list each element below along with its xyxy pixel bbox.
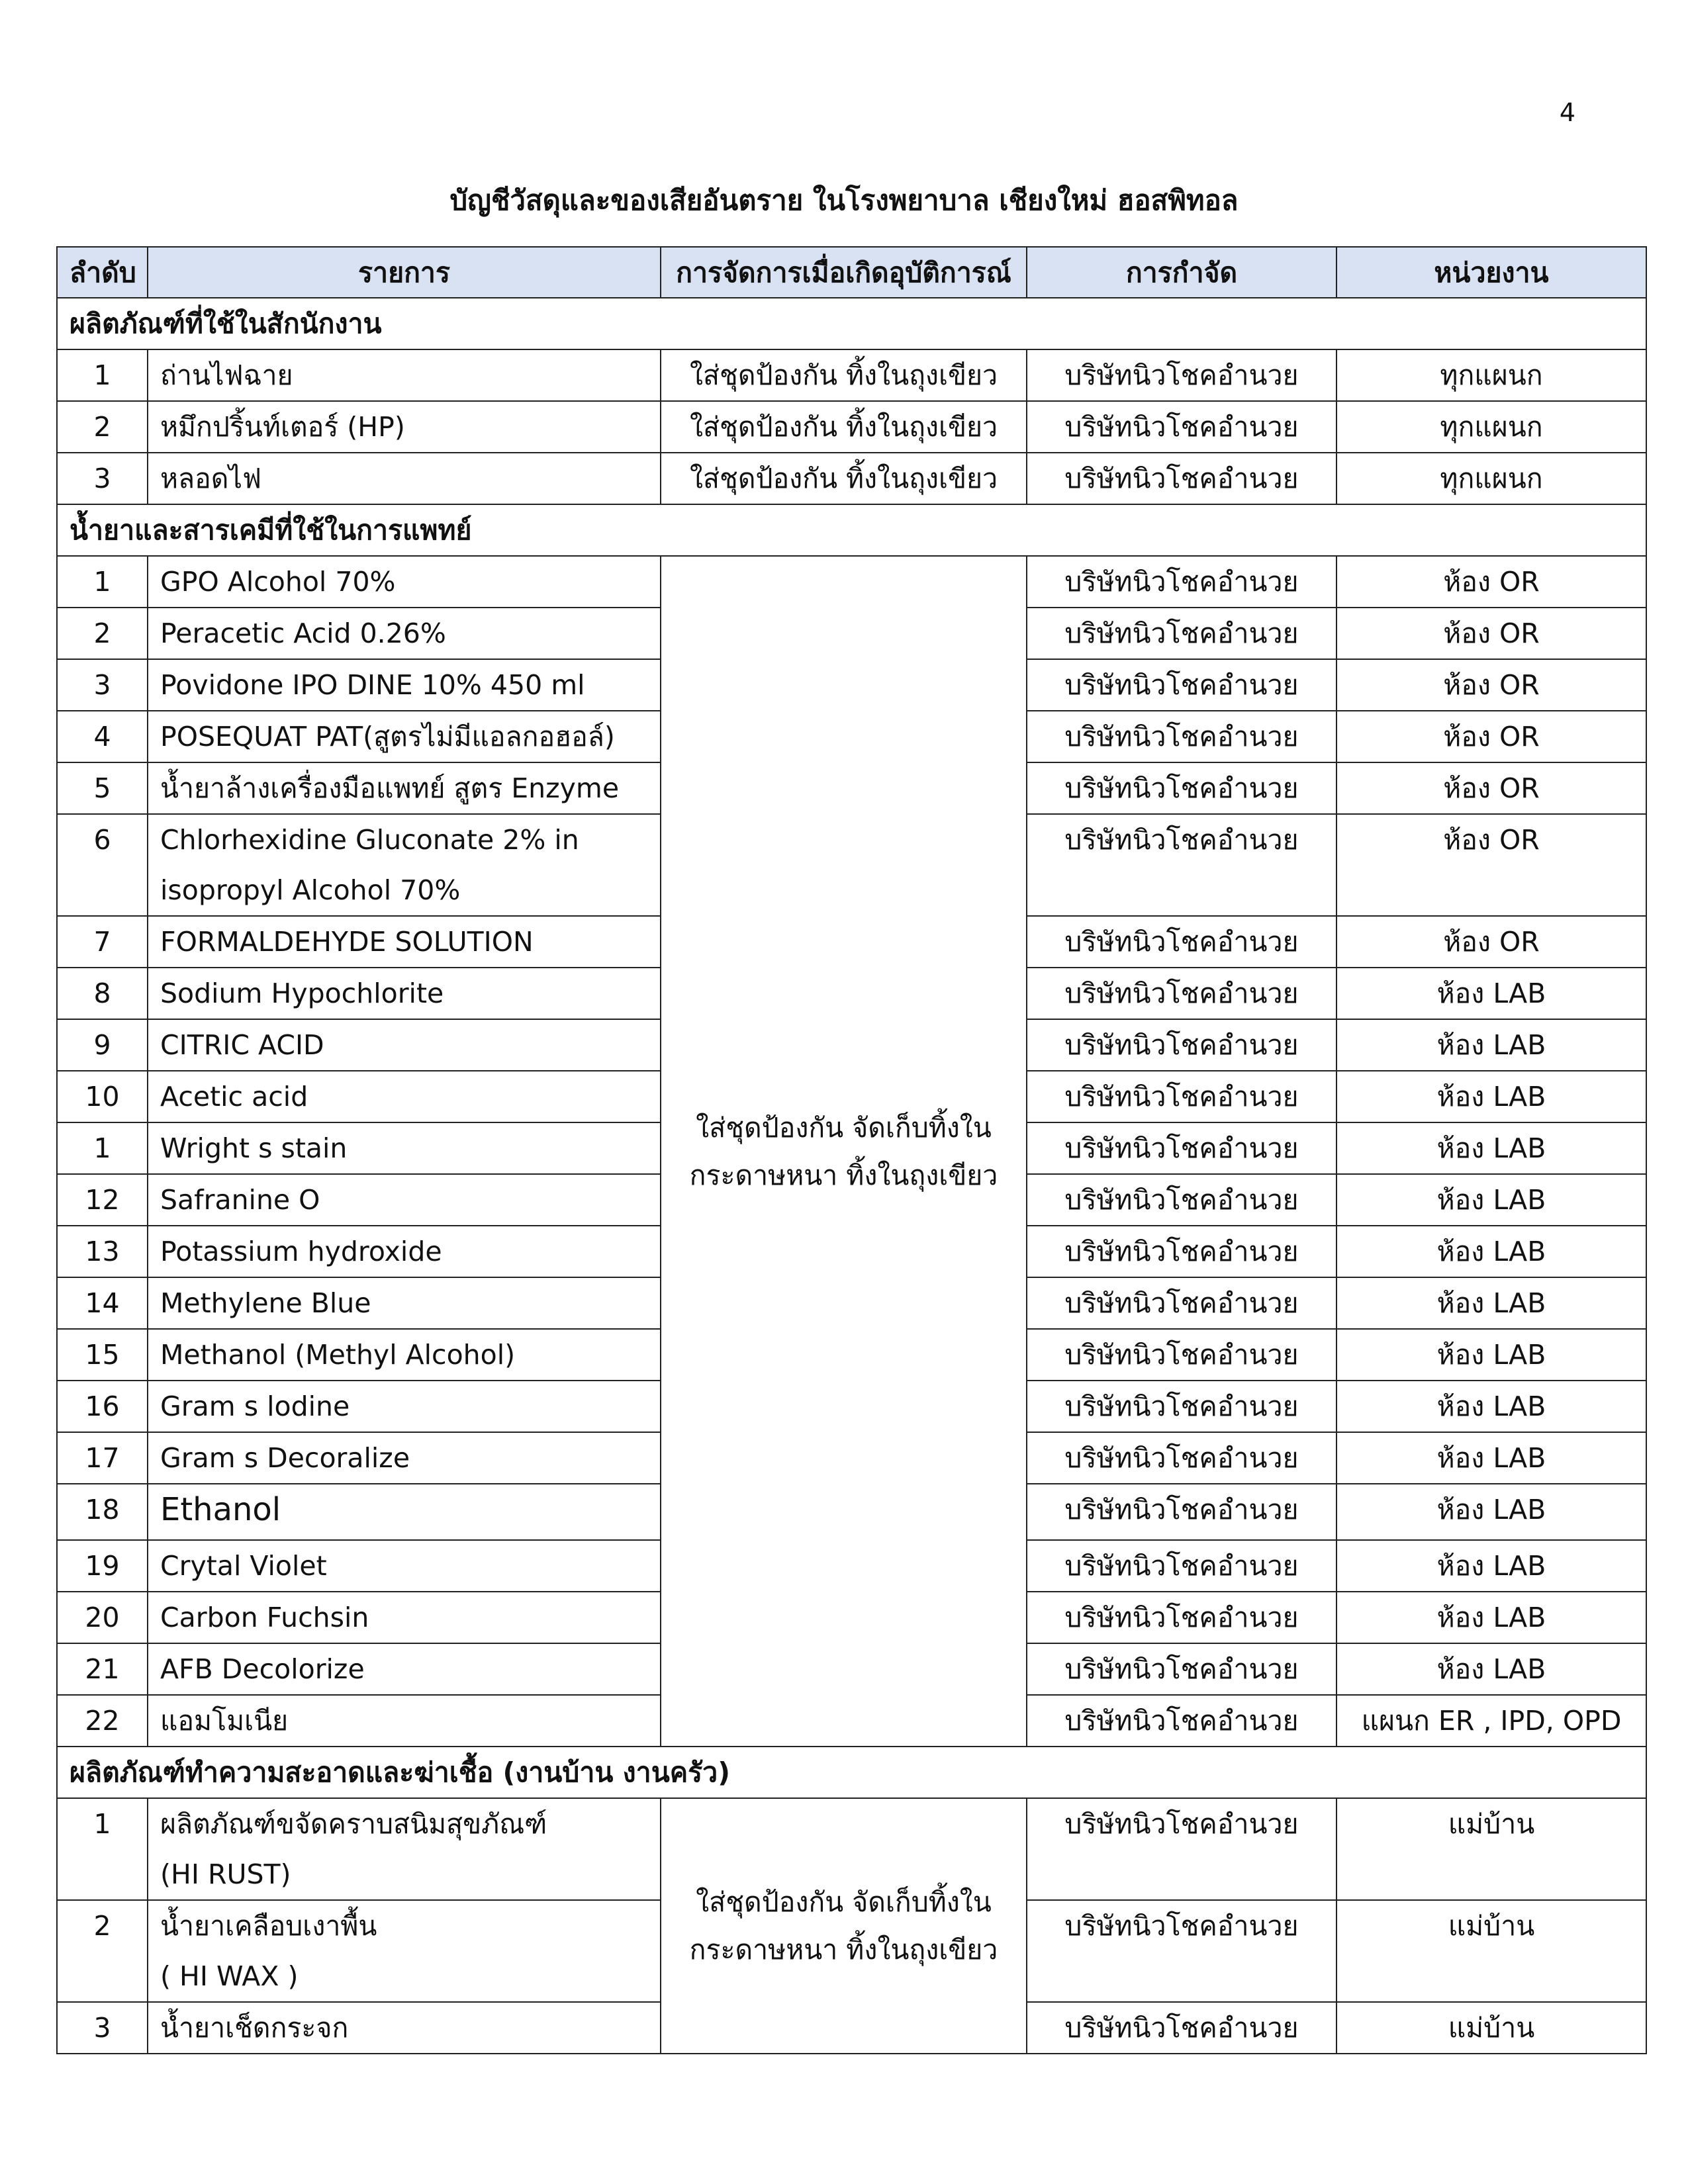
row-item: FORMALDEHYDE SOLUTION [148,916,661,968]
row-item: หมึกปริ้นท์เตอร์ (HP) [148,401,661,453]
row-number: 1 [57,556,148,608]
row-item: AFB Decolorize [148,1643,661,1695]
row-department: ห้อง OR [1336,711,1646,762]
row-disposal: บริษัทนิวโชคอำนวย [1027,401,1336,453]
row-department: ห้อง LAB [1336,1174,1646,1226]
row-item: Gram s lodine [148,1381,661,1432]
document-title: บัญชีวัสดุและของเสียอันตราย ในโรงพยาบาล เชียงใหม่ ฮอสพิทอล [449,184,1239,216]
row-disposal: บริษัทนิวโชคอำนวย [1027,349,1336,401]
row-handling-merged [661,1798,1027,2054]
row-handling: ใส่ชุดป้องกัน ทิ้งในถุงเขียว [661,453,1027,504]
row-department: ห้อง LAB [1336,1071,1646,1122]
row-number: 13 [57,1226,148,1277]
row-disposal: บริษัทนิวโชคอำนวย [1027,1174,1336,1226]
row-department: ห้อง LAB [1336,1643,1646,1695]
row-number: 2 [57,608,148,659]
row-number: 3 [57,2002,148,2054]
row-item: หลอดไฟ [148,453,661,504]
row-department: ห้อง LAB [1336,1019,1646,1071]
row-number: 1 [57,349,148,401]
row-department: ห้อง OR [1336,659,1646,711]
row-disposal: บริษัทนิวโชคอำนวย [1027,814,1336,916]
row-number: 2 [57,1900,148,2002]
row-number: 2 [57,401,148,453]
row-item [148,1798,661,1900]
header-disposal: การกำจัด [1027,247,1336,298]
section-row [57,298,1646,349]
row-item: POSEQUAT PAT(สูตรไม่มีแอลกอฮอล์) [148,711,661,762]
row-department: ทุกแผนก [1336,349,1646,401]
table-row [57,556,1646,608]
row-item: น้ำยาเช็ดกระจก [148,2002,661,2054]
item-line: (HI RUST) [160,1858,291,1890]
item-line: ( HI WAX ) [160,1960,299,1992]
row-department: ห้อง LAB [1336,1226,1646,1277]
row-department: ห้อง LAB [1336,1592,1646,1643]
row-number: 19 [57,1540,148,1592]
row-disposal: บริษัทนิวโชคอำนวย [1027,1226,1336,1277]
row-number: 18 [57,1484,148,1540]
table-row [57,401,1646,453]
row-disposal: บริษัทนิวโชคอำนวย [1027,1019,1336,1071]
row-disposal: บริษัทนิวโชคอำนวย [1027,1798,1336,1900]
item-line: กระดาษหนา ทิ้งในถุงเขียว [689,1159,998,1191]
row-disposal: บริษัทนิวโชคอำนวย [1027,968,1336,1019]
row-department: แผนก ER , IPD, OPD [1336,1695,1646,1747]
row-number: 1 [57,1798,148,1900]
row-number: 4 [57,711,148,762]
row-number: 7 [57,916,148,968]
row-item: Safranine O [148,1174,661,1226]
row-number: 5 [57,762,148,814]
row-item: Methylene Blue [148,1277,661,1329]
row-item: Sodium Hypochlorite [148,968,661,1019]
section-title: ผลิตภัณฑ์ที่ใช้ในสักนักงาน [57,298,1646,349]
row-number: 12 [57,1174,148,1226]
row-item: Ethanol [148,1484,661,1540]
header-department: หน่วยงาน [1336,247,1646,298]
row-disposal: บริษัทนิวโชคอำนวย [1027,608,1336,659]
row-disposal: บริษัทนิวโชคอำนวย [1027,1900,1336,2002]
row-item: Povidone IPO DINE 10% 450 ml [148,659,661,711]
row-department: ห้อง OR [1336,608,1646,659]
row-number: 14 [57,1277,148,1329]
row-item: แอมโมเนีย [148,1695,661,1747]
row-disposal: บริษัทนิวโชคอำนวย [1027,1540,1336,1592]
row-department: ห้อง OR [1336,814,1646,916]
row-department: ทุกแผนก [1336,453,1646,504]
row-number: 3 [57,659,148,711]
header-no: ลำดับ [57,247,148,298]
row-item: Acetic acid [148,1071,661,1122]
row-number: 22 [57,1695,148,1747]
row-item: Crytal Violet [148,1540,661,1592]
row-item: Gram s Decoralize [148,1432,661,1484]
row-item: Carbon Fuchsin [148,1592,661,1643]
row-item: Methanol (Methyl Alcohol) [148,1329,661,1381]
row-item: น้ำยาล้างเครื่องมือแพทย์ สูตร Enzyme [148,762,661,814]
row-number: 10 [57,1071,148,1122]
table-header-row [57,247,1646,298]
row-department: ห้อง LAB [1336,1484,1646,1540]
page-number: 4 [1559,98,1575,127]
section-row [57,504,1646,556]
row-disposal: บริษัทนิวโชคอำนวย [1027,1643,1336,1695]
item-line: น้ำยาเคลือบเงาพื้น [160,1910,377,1942]
row-disposal: บริษัทนิวโชคอำนวย [1027,556,1336,608]
row-department: ห้อง LAB [1336,1277,1646,1329]
row-disposal: บริษัทนิวโชคอำนวย [1027,1432,1336,1484]
row-handling-merged [661,556,1027,1747]
table-row [57,1798,1646,1900]
row-disposal: บริษัทนิวโชคอำนวย [1027,1122,1336,1174]
row-item: CITRIC ACID [148,1019,661,1071]
row-number: 15 [57,1329,148,1381]
row-disposal: บริษัทนิวโชคอำนวย [1027,453,1336,504]
header-handling: การจัดการเมื่อเกิดอุบัติการณ์ [661,247,1027,298]
row-number: 17 [57,1432,148,1484]
row-disposal: บริษัทนิวโชคอำนวย [1027,1484,1336,1540]
row-item: Potassium hydroxide [148,1226,661,1277]
row-disposal: บริษัทนิวโชคอำนวย [1027,1695,1336,1747]
row-department: แม่บ้าน [1336,1798,1646,1900]
row-department: ห้อง LAB [1336,1432,1646,1484]
row-department: ห้อง LAB [1336,1381,1646,1432]
row-department: ห้อง LAB [1336,1540,1646,1592]
section-title: ผลิตภัณฑ์ทำความสะอาดและฆ่าเชื้อ (งานบ้าน งานครัว) [57,1747,1646,1798]
row-item: Wright s stain [148,1122,661,1174]
row-number: 9 [57,1019,148,1071]
row-disposal: บริษัทนิวโชคอำนวย [1027,1071,1336,1122]
item-line: isopropyl Alcohol 70% [160,874,461,906]
row-item: GPO Alcohol 70% [148,556,661,608]
table-row [57,349,1646,401]
row-department: ห้อง LAB [1336,968,1646,1019]
row-disposal: บริษัทนิวโชคอำนวย [1027,1381,1336,1432]
row-disposal: บริษัทนิวโชคอำนวย [1027,711,1336,762]
row-department: ห้อง OR [1336,762,1646,814]
row-disposal: บริษัทนิวโชคอำนวย [1027,1329,1336,1381]
table-row [57,453,1646,504]
hazardous-materials-table [56,246,1647,2054]
row-number: 21 [57,1643,148,1695]
row-number: 8 [57,968,148,1019]
row-handling: ใส่ชุดป้องกัน ทิ้งในถุงเขียว [661,401,1027,453]
row-item [148,1900,661,2002]
row-department: แม่บ้าน [1336,2002,1646,2054]
row-number: 20 [57,1592,148,1643]
row-department: ห้อง OR [1336,556,1646,608]
section-title: น้ำยาและสารเคมีที่ใช้ในการแพทย์ [57,504,1646,556]
item-line: Chlorhexidine Gluconate 2% in [160,824,579,856]
item-line: ผลิตภัณฑ์ขจัดคราบสนิมสุขภัณฑ์ [160,1808,547,1840]
header-item: รายการ [148,247,661,298]
row-department: ห้อง LAB [1336,1122,1646,1174]
row-disposal: บริษัทนิวโชคอำนวย [1027,2002,1336,2054]
row-number: 6 [57,814,148,916]
row-handling: ใส่ชุดป้องกัน ทิ้งในถุงเขียว [661,349,1027,401]
row-department: ห้อง OR [1336,916,1646,968]
row-number: 1 [57,1122,148,1174]
row-item: ถ่านไฟฉาย [148,349,661,401]
row-department: แม่บ้าน [1336,1900,1646,2002]
item-line: ใส่ชุดป้องกัน จัดเก็บทิ้งใน [696,1111,992,1144]
item-line: กระดาษหนา ทิ้งในถุงเขียว [689,1934,998,1966]
row-disposal: บริษัทนิวโชคอำนวย [1027,1592,1336,1643]
item-line: ใส่ชุดป้องกัน จัดเก็บทิ้งใน [696,1886,992,1918]
row-disposal: บริษัทนิวโชคอำนวย [1027,916,1336,968]
row-disposal: บริษัทนิวโชคอำนวย [1027,659,1336,711]
row-item [148,814,661,916]
row-department: ห้อง LAB [1336,1329,1646,1381]
row-disposal: บริษัทนิวโชคอำนวย [1027,762,1336,814]
row-department: ทุกแผนก [1336,401,1646,453]
row-number: 3 [57,453,148,504]
section-row [57,1747,1646,1798]
row-item: Peracetic Acid 0.26% [148,608,661,659]
row-number: 16 [57,1381,148,1432]
row-disposal: บริษัทนิวโชคอำนวย [1027,1277,1336,1329]
